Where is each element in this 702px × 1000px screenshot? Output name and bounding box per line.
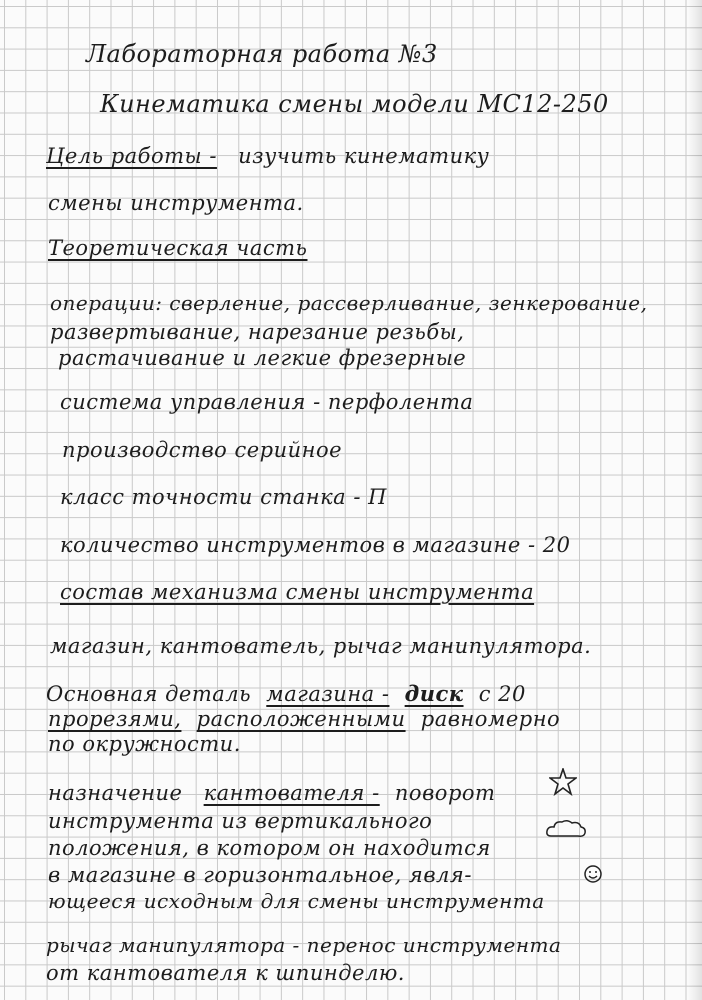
tilter-line-5: ющееся исходным для смены инструмента bbox=[48, 889, 545, 913]
purpose-text: изучить кинематику bbox=[238, 144, 490, 168]
operations-line-2: развертывание, нарезание резьбы, bbox=[50, 320, 465, 344]
lab-title: Лабораторная работа №3 bbox=[86, 40, 438, 68]
control-system: система управления - перфолента bbox=[60, 390, 474, 414]
accuracy-class: класс точности станка - П bbox=[60, 485, 387, 509]
magazine-part-c: диск bbox=[404, 681, 464, 706]
tilter-part-b: кантователя - bbox=[203, 781, 380, 805]
star-doodle bbox=[549, 768, 577, 796]
tilter-line-1 bbox=[48, 783, 495, 804]
operations-line-1: операции: сверление, рассверливание, зенкерование, bbox=[50, 291, 648, 315]
magazine-part-a: Основная деталь bbox=[46, 682, 252, 706]
arm-line-1: рычаг манипулятора - перенос инструмента bbox=[46, 933, 562, 957]
magazine-line-1 bbox=[46, 683, 526, 705]
tilter-part-a: назначение bbox=[48, 781, 183, 805]
purpose-text-cont: смены инструмента. bbox=[48, 191, 304, 215]
magazine-line2-c: равномерно bbox=[420, 707, 561, 731]
magazine-line2-b: расположенными bbox=[196, 707, 406, 731]
tool-count: количество инструментов в магазине - 20 bbox=[60, 533, 571, 557]
face-doodle bbox=[583, 864, 603, 884]
page-edge-shadow bbox=[688, 0, 702, 1000]
tilter-line-3: положения, в котором он находится bbox=[48, 836, 491, 860]
production-type: производство серийное bbox=[62, 438, 343, 462]
magazine-part-b: магазина - bbox=[266, 682, 390, 706]
theory-heading: Теоретическая часть bbox=[48, 236, 308, 260]
magazine-line-3: по окружности. bbox=[48, 732, 241, 756]
tilter-part-c: поворот bbox=[394, 781, 496, 805]
cloud-doodle bbox=[545, 818, 587, 840]
magazine-part-d: с 20 bbox=[478, 682, 526, 706]
lab-subtitle: Кинематика смены модели МС12-250 bbox=[100, 90, 609, 118]
mechanism-parts: магазин, кантователь, рычаг манипулятора. bbox=[50, 634, 592, 658]
magazine-line2-a: прорезями, bbox=[48, 707, 182, 731]
purpose-line bbox=[46, 146, 489, 167]
tilter-line-2: инструмента из вертикального bbox=[48, 809, 433, 833]
arm-line-2: от кантователя к шпинделю. bbox=[46, 961, 405, 985]
magazine-line-2 bbox=[48, 709, 560, 730]
purpose-label: Цель работы - bbox=[46, 144, 217, 168]
tilter-line-4: в магазине в горизонтальное, явля- bbox=[48, 863, 472, 887]
operations-line-3: растачивание и легкие фрезерные bbox=[58, 346, 467, 370]
mechanism-heading: состав механизма смены инструмента bbox=[60, 580, 535, 604]
